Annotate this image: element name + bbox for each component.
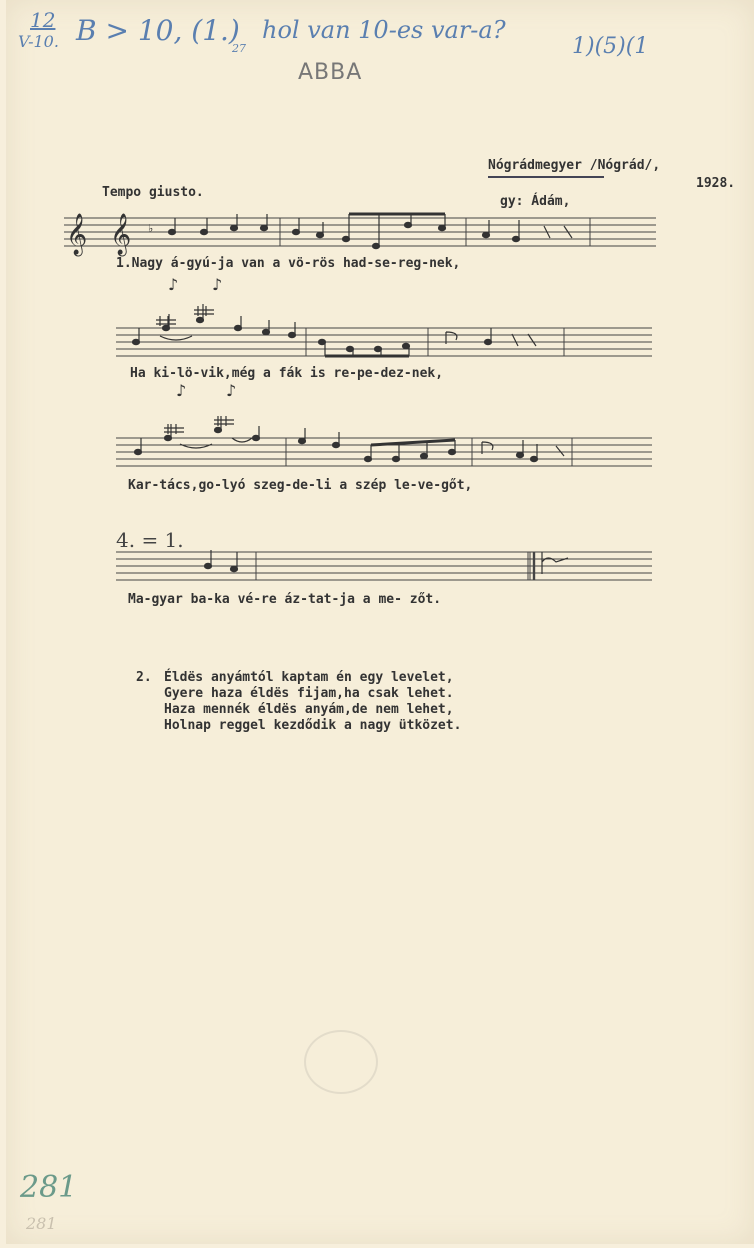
question-note: hol van 10-es var-a?	[262, 16, 506, 44]
location: Nógrádmegyer /Nógrád/,	[488, 158, 661, 173]
svg-text:♪: ♪	[176, 381, 187, 400]
music-staff-1	[64, 214, 664, 254]
page-number-faint-note: 281	[26, 1214, 57, 1233]
catalog-number-note: 1)(5)(1	[572, 34, 649, 59]
repeat-marker-note: 4. = 1.	[116, 528, 184, 552]
svg-text:♪: ♪	[168, 275, 179, 294]
lyric-line-4: Ma-gyar ba-ka vé-re áz-tat-ja a me- zőt.	[128, 592, 442, 607]
page-number-note: 281	[20, 1170, 78, 1205]
fraction-top-note: 12	[30, 8, 56, 32]
location-underline	[488, 176, 604, 178]
svg-text:𝄞: 𝄞	[110, 214, 132, 255]
fraction-bottom-note: V-10.	[18, 32, 59, 51]
lyric-line-1: 1.Nagy á-gyú-ja van a vö-rös had-se-reg-nek,	[116, 256, 461, 271]
svg-text:♪: ♪	[226, 381, 237, 400]
lyric-line-3: Kar-tács,go-lyó szeg-de-li a szép le-ve-gőt,	[128, 478, 473, 493]
classification-subscript-note: 27	[232, 42, 246, 55]
verse-2-line-3: Haza mennék éldës anyám,de nem lehet,	[164, 702, 454, 717]
music-staff-3	[116, 382, 656, 472]
music-staff-2	[116, 276, 656, 366]
svg-text:𝄞: 𝄞	[66, 214, 88, 255]
lyric-line-2: Ha ki-lö-vik,még a fák is re-pe-dez-nek,	[130, 366, 444, 381]
collector: gy: Ádám,	[500, 194, 571, 209]
faint-archive-stamp	[304, 1030, 378, 1094]
year: 1928.	[696, 176, 736, 191]
music-staff-4	[116, 546, 656, 586]
form-note: ABBA	[298, 60, 363, 85]
verse-2-line-4: Holnap reggel kezdődik a nagy ütközet.	[164, 718, 462, 733]
svg-text:♭: ♭	[148, 222, 154, 235]
svg-text:♪: ♪	[212, 275, 223, 294]
verse-2-number: 2.	[136, 670, 152, 685]
verse-2-line-1: Éldës anyámtól kaptam én egy levelet,	[164, 670, 454, 685]
verse-2-line-2: Gyere haza éldës fijam,ha csak lehet.	[164, 686, 454, 701]
tempo-marking: Tempo giusto.	[102, 185, 204, 200]
classification-code-note: B > 10, (1.)	[76, 14, 240, 47]
